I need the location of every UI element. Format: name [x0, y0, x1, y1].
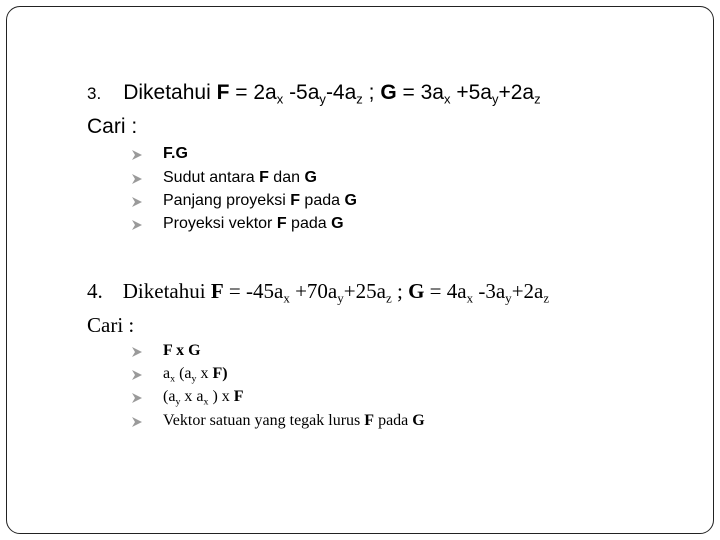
- q4-f-term: -45a: [245, 279, 284, 303]
- q3-g-sub: y: [491, 91, 499, 107]
- q4-f-sub: z: [385, 290, 392, 306]
- q4-cari-label: Cari :: [87, 313, 135, 337]
- q3-lead: Diketahui: [123, 81, 211, 104]
- q3-item-1-text: F.G: [163, 145, 188, 162]
- q3-f-term: -4a: [325, 81, 357, 104]
- wingdings-bullet-icon: [131, 369, 143, 381]
- q4-g-sub: y: [505, 290, 512, 306]
- q4-vector-g: G: [408, 279, 425, 303]
- q4-f-sub: y: [337, 290, 344, 306]
- q4-lead: Diketahui: [122, 279, 206, 303]
- wingdings-bullet-icon: [131, 416, 143, 428]
- q3-statement: [87, 81, 541, 105]
- q3-g-term: 3a: [420, 81, 444, 104]
- q3-item-2: Sudut antara F dan G: [163, 169, 317, 186]
- q3-cari-label: Cari :: [87, 115, 138, 138]
- q3-vector-f: F: [216, 81, 230, 104]
- wingdings-bullet-icon: [131, 196, 143, 208]
- q3-f-sub: y: [319, 91, 326, 107]
- q4-item-4: Vektor satuan yang tegak lurus F pada G: [163, 412, 425, 429]
- q3-g-expression: [420, 81, 541, 107]
- q3-g-sub: z: [534, 91, 541, 107]
- q3-equals-2: =: [396, 81, 421, 104]
- q3-f-expression: [253, 81, 368, 107]
- q4-g-term: +2a: [511, 279, 544, 303]
- q3-item-1: [163, 145, 188, 163]
- q3-g-sub: x: [443, 91, 451, 107]
- q4-equals-2: =: [424, 279, 447, 303]
- wingdings-bullet-icon: [131, 219, 143, 231]
- q3-f-sub: z: [356, 91, 363, 107]
- q4-g-term: 4a: [446, 279, 467, 303]
- wingdings-bullet-icon: [131, 392, 143, 404]
- q3-vector-g: G: [380, 81, 397, 104]
- q4-g-sub: z: [543, 290, 550, 306]
- q3-g-term: +5a: [450, 81, 492, 104]
- q4-f-sub: x: [283, 290, 290, 306]
- q3-number: 3.: [87, 84, 102, 103]
- q4-item-2-text: a: [163, 365, 171, 382]
- q4-statement: [87, 279, 549, 304]
- wingdings-bullet-icon: [131, 149, 143, 161]
- q3-item-4: Proyeksi vektor F pada G: [163, 215, 344, 232]
- q3-g-term: +2a: [498, 81, 535, 104]
- q4-item-3: ($a_y$ x $a_x$ ) x F: [163, 388, 244, 408]
- q4-item-1-text: F x G: [163, 342, 201, 359]
- q3-item-3: Panjang proyeksi F pada G: [163, 192, 357, 209]
- q4-item-2: $a_x$ ($a_y$ x F): [163, 365, 228, 385]
- q3-f-term: 2a: [253, 81, 277, 104]
- q4-g-expression: [446, 279, 550, 306]
- q3-f-term: -5a: [283, 81, 320, 104]
- q4-number: 4.: [87, 279, 103, 303]
- q4-f-expression: [245, 279, 397, 306]
- q3-separator: ;: [368, 81, 381, 104]
- q3-f-sub: x: [276, 91, 284, 107]
- q4-g-sub: x: [466, 290, 474, 306]
- wingdings-bullet-icon: [131, 346, 143, 358]
- q3-equals-1: =: [229, 81, 254, 104]
- q4-g-term: -3a: [473, 279, 506, 303]
- q4-equals-1: =: [223, 279, 246, 303]
- q4-item-1: [163, 342, 201, 360]
- q4-item-3-text: (a: [163, 388, 176, 405]
- slide-frame: [6, 6, 714, 534]
- q4-f-term: +25a: [343, 279, 386, 303]
- q4-vector-f: F: [210, 279, 224, 303]
- wingdings-bullet-icon: [131, 173, 143, 185]
- q4-separator: ;: [396, 279, 409, 303]
- q4-f-term: +70a: [289, 279, 338, 303]
